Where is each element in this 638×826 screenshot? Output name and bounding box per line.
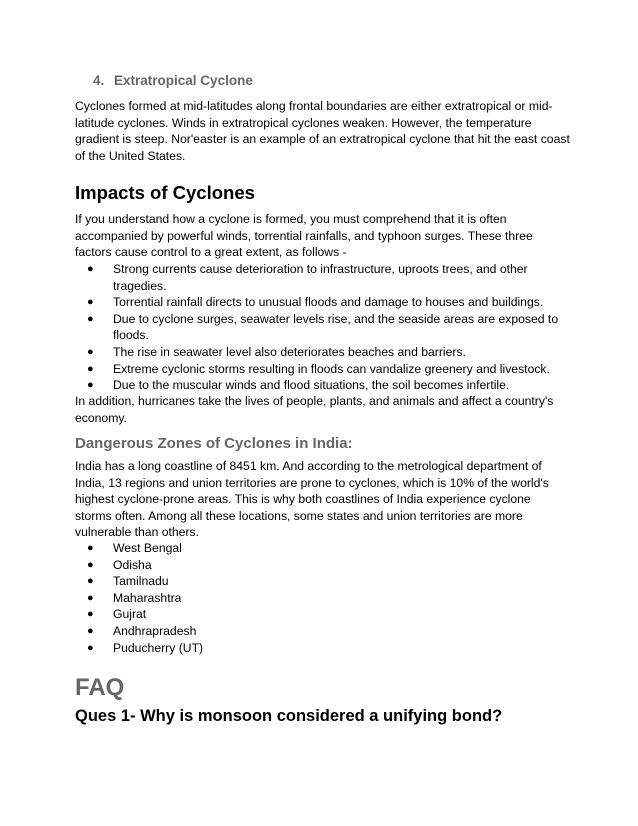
impacts-outro: In addition, hurricanes take the lives of people, plants, and animals and affect a country's economy. bbox=[75, 394, 554, 425]
list-item: ● Andhrapradesh bbox=[87, 623, 197, 638]
bullet-icon: ● bbox=[87, 362, 94, 375]
section-4-paragraph: Cyclones formed at mid-latitudes along frontal boundaries are either extratropical or mid-latitude cyclones. Winds in extratropical cyclones weaken. However, the temperature gradient is steep. Nor'easter is an example of an extratropical cyclone that hit the east coast of the United States. bbox=[75, 99, 570, 163]
zones-heading: Dangerous Zones of Cyclones in India: bbox=[75, 435, 353, 452]
bullet-icon: ● bbox=[87, 345, 94, 358]
section-title: Extratropical Cyclone bbox=[114, 73, 253, 88]
bullet-icon: ● bbox=[87, 591, 94, 604]
list-item: ● Due to cyclone surges, seawater levels rise, and the seaside areas are exposed to floods. bbox=[87, 311, 559, 343]
list-item: ● Tamilnadu bbox=[87, 574, 169, 589]
list-item: ● West Bengal bbox=[87, 541, 182, 555]
list-item: ● Puducherry (UT) bbox=[87, 640, 204, 655]
bullet-icon: ● bbox=[87, 263, 94, 275]
bullet-icon: ● bbox=[87, 312, 94, 325]
bullet-icon: ● bbox=[87, 379, 94, 392]
impacts-intro: If you understand how a cyclone is formed, you must comprehend that it is often accompanied by powerful winds, torrential rainfalls, and typhoon surges. These three factors cause control to a great extent, as follows - bbox=[75, 212, 533, 260]
list-item: ● Extreme cyclonic storms resulting in floods can vandalize greenery and livestock. bbox=[87, 361, 550, 376]
impacts-heading: Impacts of Cyclones bbox=[75, 182, 255, 203]
faq-question: Ques 1- Why is monsoon considered a unifying bond? bbox=[75, 707, 503, 725]
faq-heading: FAQ bbox=[75, 674, 125, 701]
bullet-icon: ● bbox=[87, 296, 94, 309]
bullet-icon: ● bbox=[87, 575, 94, 588]
list-item: ● The rise in seawater level also deteriorates beaches and barriers. bbox=[87, 344, 466, 359]
bullet-icon: ● bbox=[87, 542, 94, 554]
bullet-icon: ● bbox=[87, 558, 94, 571]
bullet-icon: ● bbox=[87, 624, 94, 637]
list-item: ● Due to the muscular winds and flood situations, the soil becomes infertile. bbox=[87, 378, 510, 393]
zones-list bbox=[75, 540, 203, 656]
list-item: ● Strong currents cause deterioration to infrastructure, uproots trees, and other tragedies. bbox=[87, 262, 528, 293]
list-item: ● Gujrat bbox=[87, 607, 147, 622]
list-item: ● Torrential rainfall directs to unusual floods and damage to houses and buildings. bbox=[87, 295, 544, 310]
bullet-icon: ● bbox=[87, 641, 94, 654]
impacts-list bbox=[75, 261, 565, 394]
bullet-icon: ● bbox=[87, 608, 94, 621]
section-4-heading bbox=[93, 73, 253, 88]
section-number: 4. bbox=[93, 73, 105, 88]
zones-paragraph: India has a long coastline of 8451 km. And according to the metrological department of India, 13 regions and union territories are prone to cyclones, which is 10% of the world's highest cyclone-prone areas. This is why both coastlines of India experience cyclone storms often. Among all these locations, some states and union territories are more vulnerable than others. bbox=[75, 459, 549, 540]
list-item: ● Odisha bbox=[87, 557, 152, 572]
list-item: ● Maharashtra bbox=[87, 590, 182, 605]
